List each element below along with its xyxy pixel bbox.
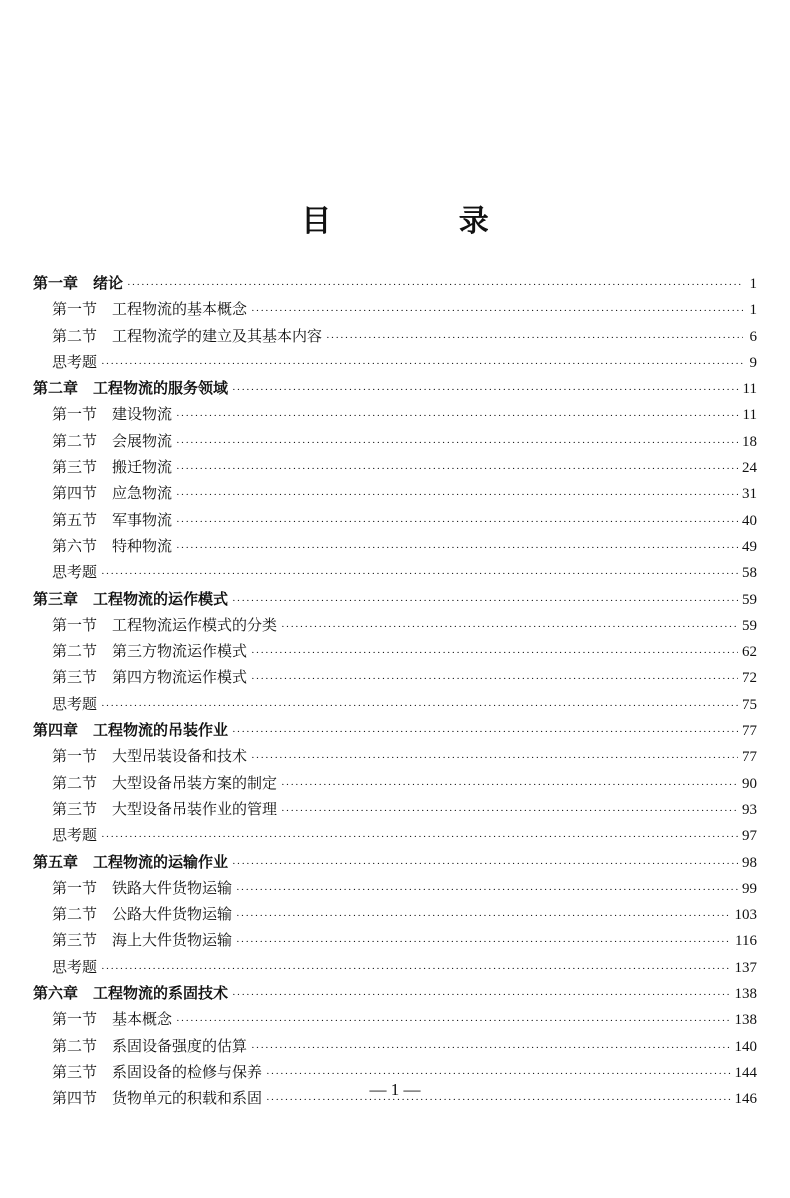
entry-page-number: 9: [749, 354, 757, 371]
entry-label: 第一节 大型吊装设备和技术: [52, 749, 248, 766]
toc-section-entry[interactable]: [33, 560, 757, 586]
dot-leader: [101, 561, 738, 587]
toc-section-entry[interactable]: [33, 1007, 757, 1033]
entry-page-number: 116: [735, 933, 757, 950]
entry-label: 第五节 军事物流: [52, 512, 173, 529]
page-number-footer: — 1 —: [369, 1080, 421, 1099]
dot-leader: [101, 956, 730, 982]
entry-label: 第一章 绪论: [33, 276, 124, 292]
entry-label: 第六章 工程物流的系固技术: [33, 986, 229, 1003]
entry-label: 第一节 工程物流的基本概念: [52, 302, 248, 319]
toc-section-entry[interactable]: [33, 876, 757, 902]
dot-leader: [232, 588, 738, 614]
toc-section-entry[interactable]: [33, 613, 757, 639]
dot-leader: [101, 824, 738, 850]
entry-label: 第一节 基本概念: [52, 1012, 173, 1029]
entry-page-number: 31: [742, 486, 757, 503]
entry-page-number: 1: [749, 302, 757, 319]
toc-section-entry[interactable]: [33, 797, 757, 823]
entry-label: 第二节 公路大件货物运输: [52, 907, 233, 924]
entry-page-number: 138: [734, 1012, 757, 1029]
entry-label: 第三节 系固设备的检修与保养: [52, 1064, 263, 1081]
toc-section-entry[interactable]: [33, 928, 757, 954]
entry-label: 第二节 会展物流: [52, 433, 173, 450]
toc-section-entry[interactable]: [33, 534, 757, 560]
dot-leader: [176, 403, 739, 429]
entry-page-number: 11: [742, 407, 757, 424]
dot-leader: [251, 640, 738, 666]
dot-leader: [127, 272, 743, 298]
dot-leader: [236, 903, 730, 929]
toc-section-entry[interactable]: [33, 402, 757, 428]
toc-section-entry[interactable]: [33, 823, 757, 849]
dot-leader: [281, 772, 738, 798]
entry-label: 思考题: [52, 565, 98, 582]
entry-label: 第二节 工程物流学的建立及其基本内容: [52, 328, 323, 345]
entry-label: 第五章 工程物流的运输作业: [33, 854, 229, 871]
dot-leader: [232, 982, 730, 1008]
entry-page-number: 77: [742, 749, 757, 766]
entry-page-number: 140: [734, 1038, 757, 1055]
entry-label: 思考题: [52, 828, 98, 845]
toc-section-entry[interactable]: [33, 508, 757, 534]
entry-label: 第四章 工程物流的吊装作业: [33, 723, 229, 740]
entry-page-number: 77: [742, 723, 757, 740]
entry-label: 第二节 第三方物流运作模式: [52, 644, 248, 661]
toc-section-entry[interactable]: [33, 297, 757, 323]
entry-label: 第二节 大型设备吊装方案的制定: [52, 775, 278, 792]
entry-page-number: 144: [734, 1064, 757, 1081]
entry-page-number: 137: [734, 959, 757, 976]
entry-page-number: 98: [742, 854, 757, 871]
dot-leader: [281, 798, 738, 824]
entry-label: 第一节 工程物流运作模式的分类: [52, 617, 278, 634]
entry-page-number: 93: [742, 801, 757, 818]
page-title: 目 录: [301, 205, 549, 238]
dot-leader: [176, 509, 738, 535]
dot-leader: [232, 719, 738, 745]
entry-page-number: 18: [742, 433, 757, 450]
entry-page-number: 6: [749, 328, 757, 345]
toc-section-entry[interactable]: [33, 771, 757, 797]
toc-section-entry[interactable]: [33, 955, 757, 981]
dot-leader: [176, 430, 738, 456]
toc-chapter-entry[interactable]: [33, 981, 757, 1007]
entry-page-number: 146: [734, 1091, 757, 1108]
entry-label: 第三节 搬迁物流: [52, 460, 173, 477]
entry-label: 第三章 工程物流的运作模式: [33, 591, 229, 608]
entry-label: 思考题: [52, 959, 98, 976]
dot-leader: [251, 298, 743, 324]
dot-leader: [236, 877, 738, 903]
entry-page-number: 49: [742, 538, 757, 555]
entry-page-number: 90: [742, 775, 757, 792]
toc-chapter-entry[interactable]: [33, 718, 757, 744]
entry-label: 第六节 特种物流: [52, 538, 173, 555]
entry-page-number: 1: [749, 276, 757, 292]
entry-label: 第三节 第四方物流运作模式: [52, 670, 248, 687]
entry-label: 思考题: [52, 354, 98, 371]
entry-label: 第一节 建设物流: [52, 407, 173, 424]
entry-page-number: 99: [742, 880, 757, 897]
dot-leader: [232, 377, 739, 403]
entry-page-number: 58: [742, 565, 757, 582]
table-of-contents: [33, 271, 757, 1113]
toc-section-entry[interactable]: [33, 692, 757, 718]
entry-page-number: 59: [742, 617, 757, 634]
entry-label: 思考题: [52, 696, 98, 713]
dot-leader: [251, 1035, 730, 1061]
entry-label: 第三节 海上大件货物运输: [52, 933, 233, 950]
entry-label: 第二章 工程物流的服务领域: [33, 381, 229, 398]
entry-label: 第二节 系固设备强度的估算: [52, 1038, 248, 1055]
entry-label: 第三节 大型设备吊装作业的管理: [52, 801, 278, 818]
dot-leader: [232, 851, 738, 877]
toc-section-entry[interactable]: [33, 455, 757, 481]
dot-leader: [176, 535, 738, 561]
entry-label: 第四节 应急物流: [52, 486, 173, 503]
entry-page-number: 72: [742, 670, 757, 687]
toc-section-entry[interactable]: [33, 350, 757, 376]
dot-leader: [101, 693, 738, 719]
toc-chapter-entry[interactable]: [33, 850, 757, 876]
entry-page-number: 11: [742, 381, 757, 398]
entry-label: 第四节 货物单元的积载和系固: [52, 1091, 263, 1108]
dot-leader: [326, 325, 743, 351]
toc-chapter-entry[interactable]: [33, 376, 757, 402]
toc-section-entry[interactable]: [33, 902, 757, 928]
toc-section-entry[interactable]: [33, 1034, 757, 1060]
entry-page-number: 103: [734, 907, 757, 924]
entry-label: 第一节 铁路大件货物运输: [52, 880, 233, 897]
entry-page-number: 75: [742, 696, 757, 713]
entry-page-number: 59: [742, 591, 757, 608]
toc-section-entry[interactable]: [33, 481, 757, 507]
dot-leader: [176, 482, 738, 508]
entry-page-number: 62: [742, 644, 757, 661]
dot-leader: [101, 351, 743, 377]
toc-section-entry[interactable]: [33, 429, 757, 455]
dot-leader: [236, 929, 731, 955]
dot-leader: [281, 614, 738, 640]
entry-page-number: 24: [742, 460, 757, 477]
toc-section-entry[interactable]: [33, 744, 757, 770]
dot-leader: [251, 745, 738, 771]
toc-section-entry[interactable]: [33, 639, 757, 665]
entry-page-number: 40: [742, 512, 757, 529]
dot-leader: [251, 666, 738, 692]
toc-section-entry[interactable]: [33, 665, 757, 691]
toc-chapter-entry[interactable]: [33, 587, 757, 613]
toc-chapter-entry[interactable]: [33, 271, 757, 297]
entry-page-number: 97: [742, 828, 757, 845]
dot-leader: [176, 1008, 730, 1034]
entry-page-number: 138: [734, 986, 757, 1003]
dot-leader: [176, 456, 738, 482]
toc-section-entry[interactable]: [33, 324, 757, 350]
